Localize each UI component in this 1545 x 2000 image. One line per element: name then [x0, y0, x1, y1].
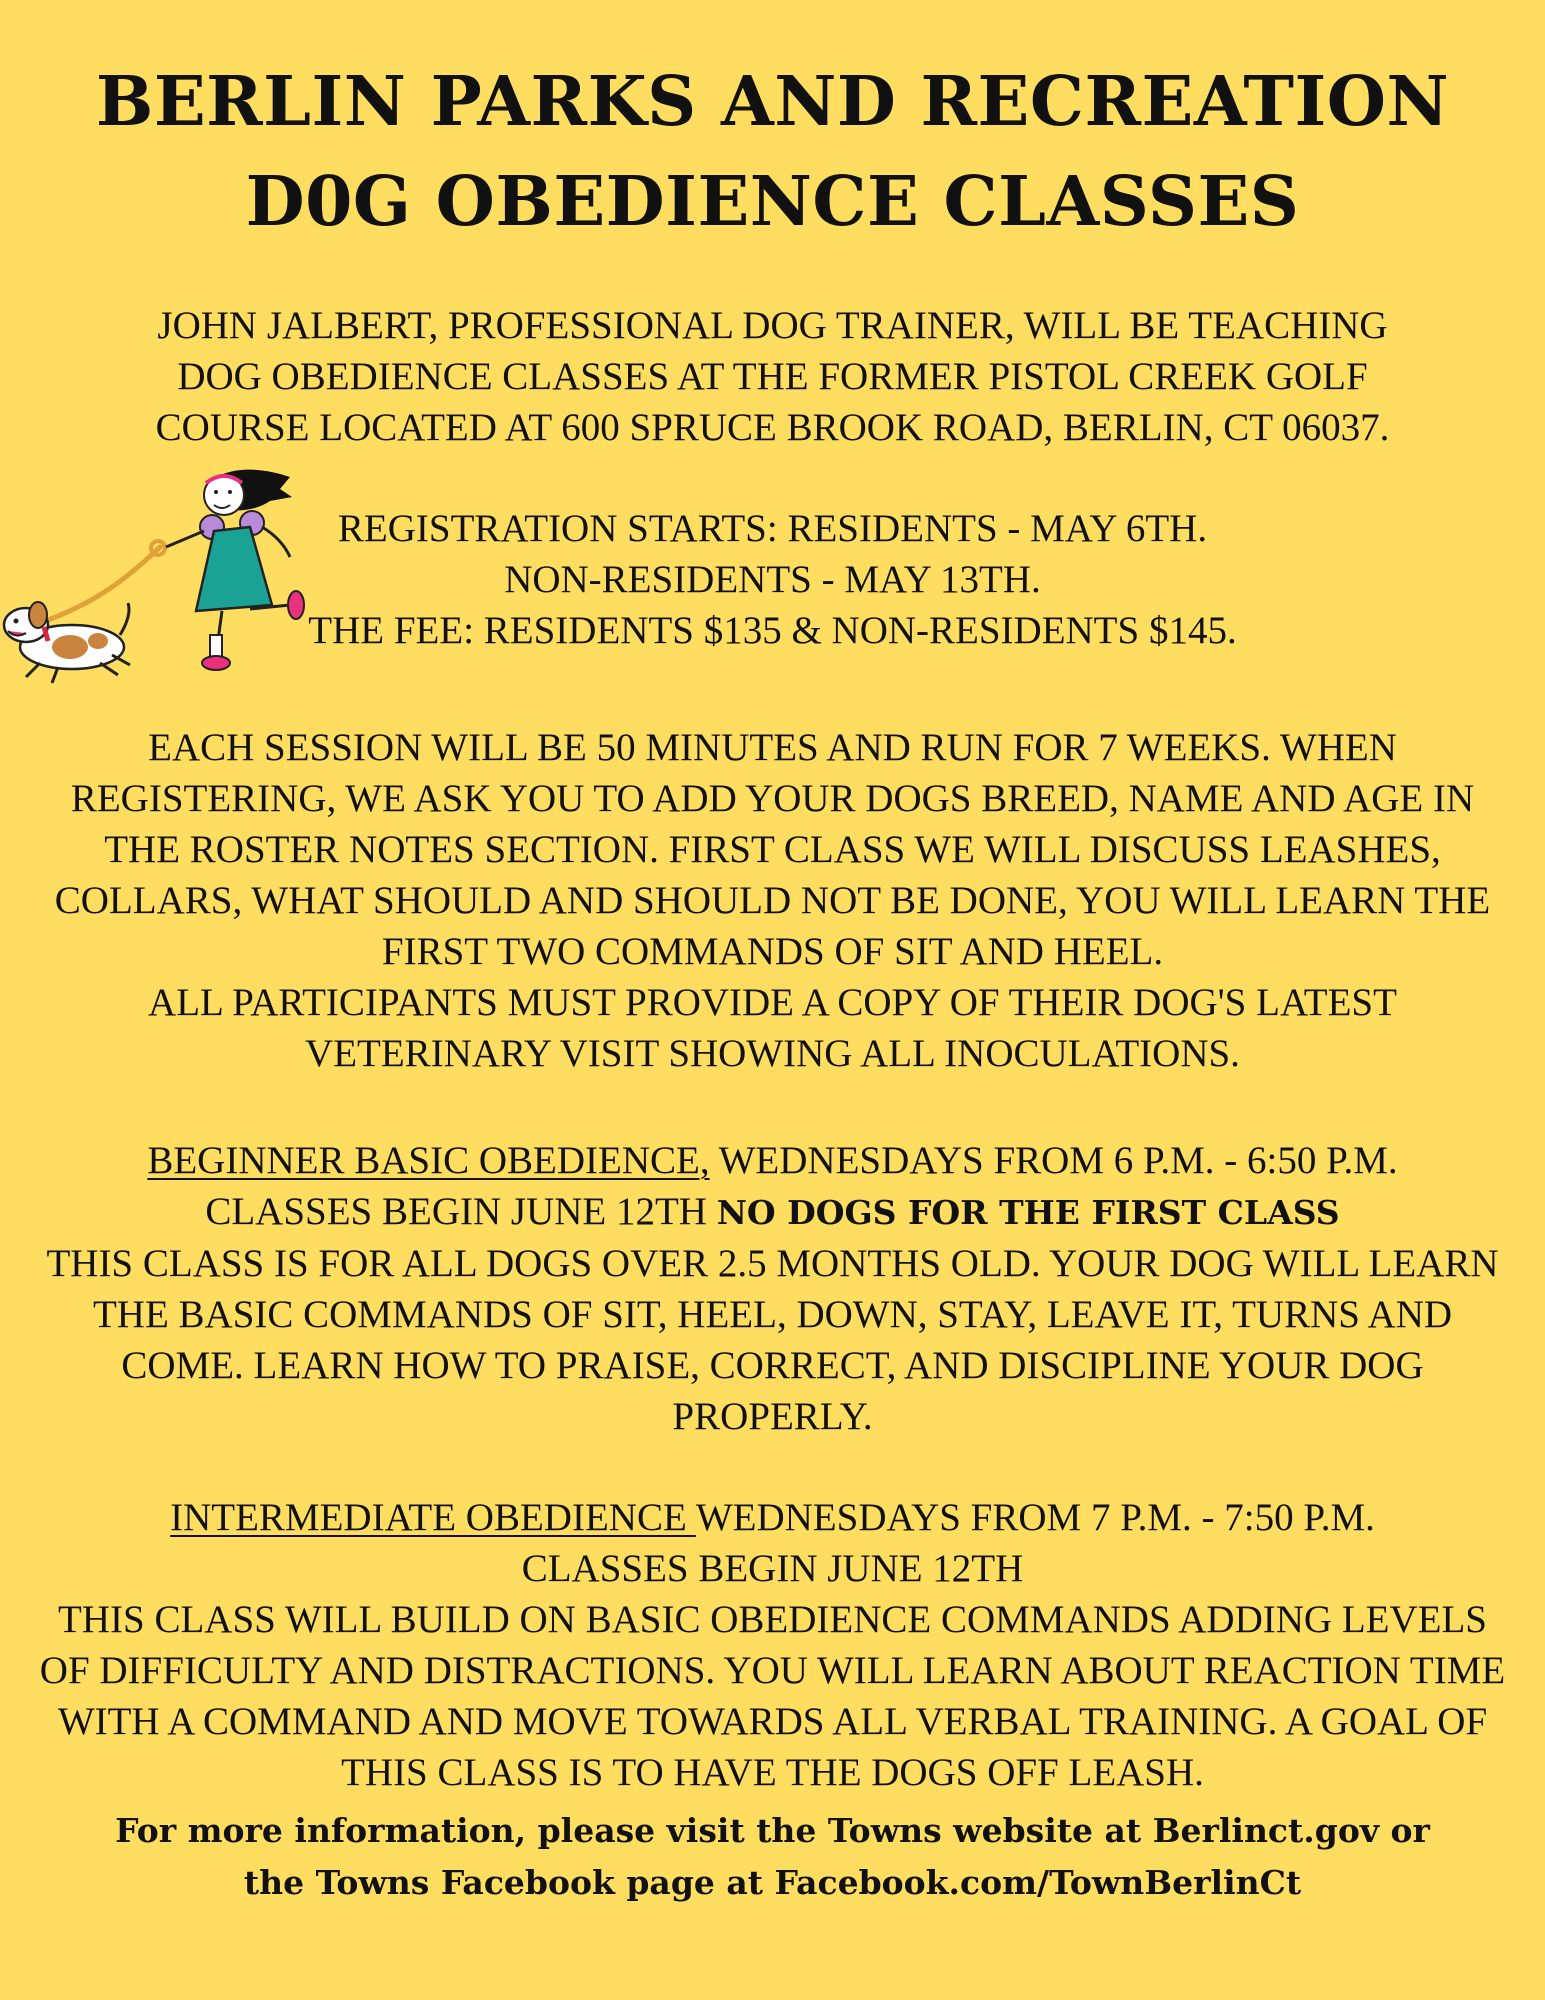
intermediate-description-line: WITH A COMMAND AND MOVE TOWARDS ALL VERBAL TRAINING. A GOAL OF: [57, 1700, 1488, 1743]
session-line: REGISTERING, WE ASK YOU TO ADD YOUR DOGS BREED, NAME AND AGE IN: [70, 777, 1475, 820]
beginner-description-line: COME. LEARN HOW TO PRAISE, CORRECT, AND DISCIPLINE YOUR DOG: [121, 1344, 1424, 1387]
session-line: THE ROSTER NOTES SECTION. FIRST CLASS WE WILL DISCUSS LEASHES,: [104, 828, 1441, 871]
beginner-start-date: CLASSES BEGIN JUNE 12TH: [205, 1190, 717, 1233]
beginner-start-line: [0, 1186, 1545, 1238]
intermediate-class-heading: INTERMEDIATE OBEDIENCE: [170, 1496, 696, 1539]
intro-line: COURSE LOCATED AT 600 SPRUCE BROOK ROAD, BERLIN, CT 06037.: [155, 406, 1390, 449]
registration-line: REGISTRATION STARTS: RESIDENTS - MAY 6TH.: [337, 507, 1208, 550]
session-line: ALL PARTICIPANTS MUST PROVIDE A COPY OF THEIR DOG'S LATEST: [148, 981, 1397, 1024]
beginner-heading-line: [0, 1135, 1545, 1186]
title-line-2: D0G OBEDIENCE CLASSES: [245, 162, 1300, 242]
intermediate-description-line: OF DIFFICULTY AND DISTRACTIONS. YOU WILL LEARN ABOUT REACTION TIME: [39, 1649, 1506, 1692]
intermediate-description-line: THIS CLASS WILL BUILD ON BASIC OBEDIENCE COMMANDS ADDING LEVELS: [58, 1598, 1487, 1641]
footer-line-1: For more information, please visit the Towns website at Berlinct.gov or: [115, 1811, 1430, 1850]
intro-line: DOG OBEDIENCE CLASSES AT THE FORMER PISTOL CREEK GOLF: [177, 355, 1368, 398]
intro-paragraph: [0, 300, 1545, 453]
beginner-schedule: WEDNESDAYS FROM 6 P.M. - 6:50 P.M.: [709, 1139, 1398, 1182]
title-line-1: BERLIN PARKS AND RECREATION: [95, 62, 1450, 142]
intermediate-start-date: CLASSES BEGIN JUNE 12TH: [521, 1547, 1024, 1590]
intermediate-description-line: THIS CLASS IS TO HAVE THE DOGS OFF LEASH.: [341, 1751, 1204, 1794]
session-paragraph: [0, 722, 1545, 1079]
registration-paragraph: [0, 503, 1545, 656]
intermediate-schedule: WEDNESDAYS FROM 7 P.M. - 7:50 P.M.: [695, 1496, 1375, 1539]
intermediate-heading-line: [0, 1492, 1545, 1543]
beginner-description-line: THIS CLASS IS FOR ALL DOGS OVER 2.5 MONTHS OLD. YOUR DOG WILL LEARN: [46, 1242, 1499, 1285]
beginner-class-heading: BEGINNER BASIC OBEDIENCE,: [147, 1139, 710, 1182]
registration-line: NON-RESIDENTS - MAY 13TH.: [504, 558, 1041, 601]
fee-line: THE FEE: RESIDENTS $135 & NON-RESIDENTS $145.: [308, 609, 1237, 652]
footer-line-2: the Towns Facebook page at Facebook.com/TownBerlinCt: [243, 1863, 1302, 1902]
beginner-description-line: PROPERLY.: [672, 1395, 873, 1438]
no-dogs-notice: NO DOGS FOR THE FIRST CLASS: [716, 1193, 1340, 1232]
session-line: VETERINARY VISIT SHOWING ALL INOCULATIONS.: [305, 1032, 1240, 1075]
intro-line: JOHN JALBERT, PROFESSIONAL DOG TRAINER, WILL BE TEACHING: [157, 304, 1388, 347]
footer-info: [0, 1805, 1545, 1909]
beginner-description-line: THE BASIC COMMANDS OF SIT, HEEL, DOWN, STAY, LEAVE IT, TURNS AND: [92, 1293, 1453, 1336]
intermediate-class-section: [0, 1492, 1545, 1798]
beginner-class-section: [0, 1135, 1545, 1442]
session-line: EACH SESSION WILL BE 50 MINUTES AND RUN FOR 7 WEEKS. WHEN: [148, 726, 1397, 769]
session-line: COLLARS, WHAT SHOULD AND SHOULD NOT BE DONE, YOU WILL LEARN THE: [54, 879, 1491, 922]
session-line: FIRST TWO COMMANDS OF SIT AND HEEL.: [381, 930, 1164, 973]
